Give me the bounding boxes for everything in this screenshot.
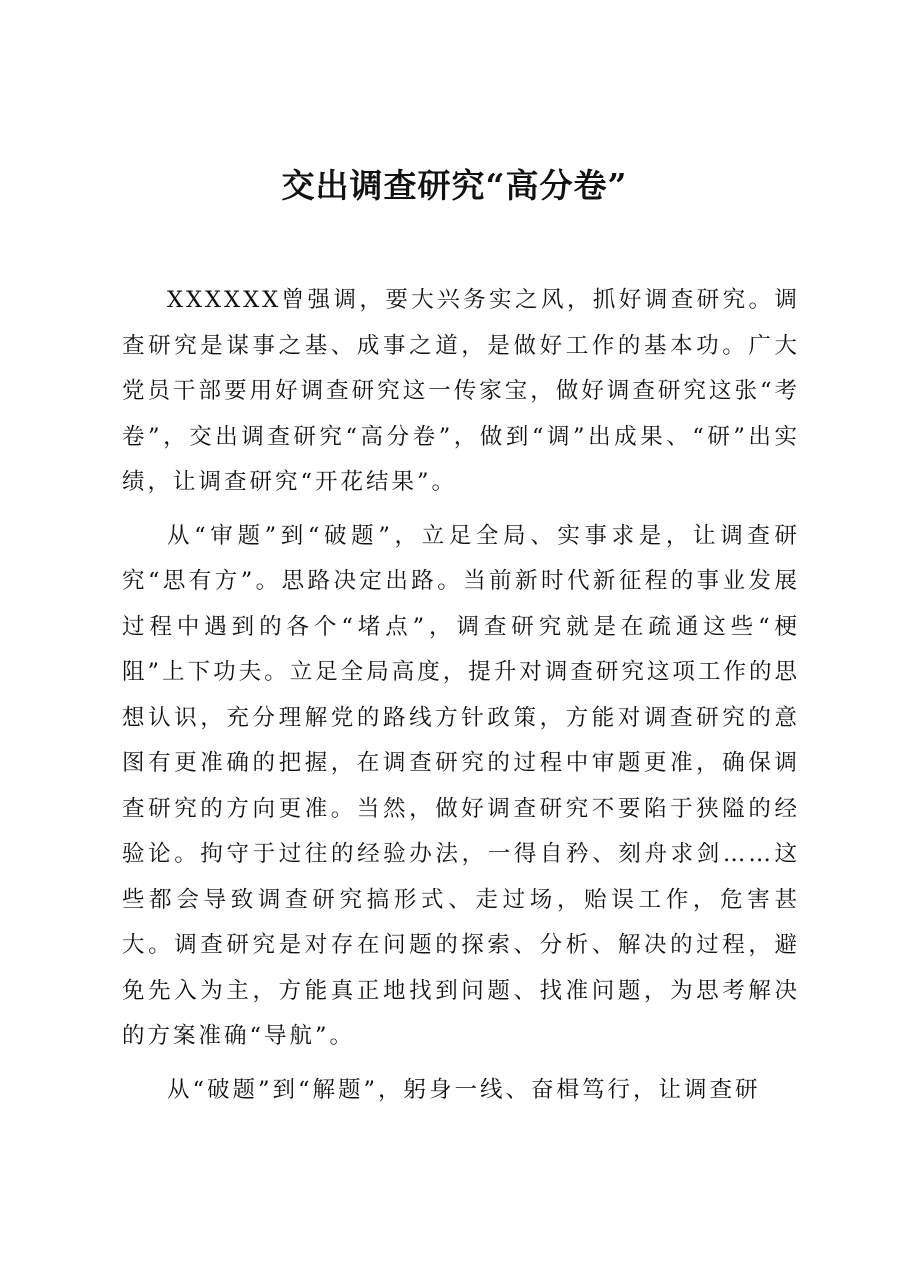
document-body [122, 278, 800, 1121]
document-title: 交出调查研究“高分卷” [281, 166, 628, 205]
paragraph-3: 从“破题”到“解题”，躬身一线、奋楫笃行，让调查研 [167, 1076, 761, 1103]
paragraph-1: XXXXXX曾强调，要大兴务实之风，抓好调查研究。调查研究是谋事之基、成事之道，是做好工作的基本功。广大党员干部要用好调查研究这一传家宝，做好调查研究这张“考卷”，交出调查研究“高分卷”，做到“调”出成果、“研”出实绩，让调查研究“开花结果”。 [122, 287, 800, 495]
paragraph-2: 从“审题”到“破题”，立足全局、实事求是，让调查研究“思有方”。思路决定出路。当前新时代新征程的事业发展过程中遇到的各个“堵点”，调查研究就是在疏通这些“梗阻”上下功夫。立足全局高度，提升对调查研究这项工作的思想认识，充分理解党的路线方针政策，方能对调查研究的意图有更准确的把握，在调查研究的过程中审题更准，确保调查研究的方向更准。当然，做好调查研究不要陷于狭隘的经验论。拘守于过往的经验办法，一得自矜、刻舟求剑……这些都会导致调查研究搞形式、走过场，贻误工作，危害甚大。调查研究是对存在问题的探索、分析、解决的过程，避免先入为主，方能真正地找到问题、找准问题，为思考解决的方案准确“导航”。 [122, 522, 800, 1049]
